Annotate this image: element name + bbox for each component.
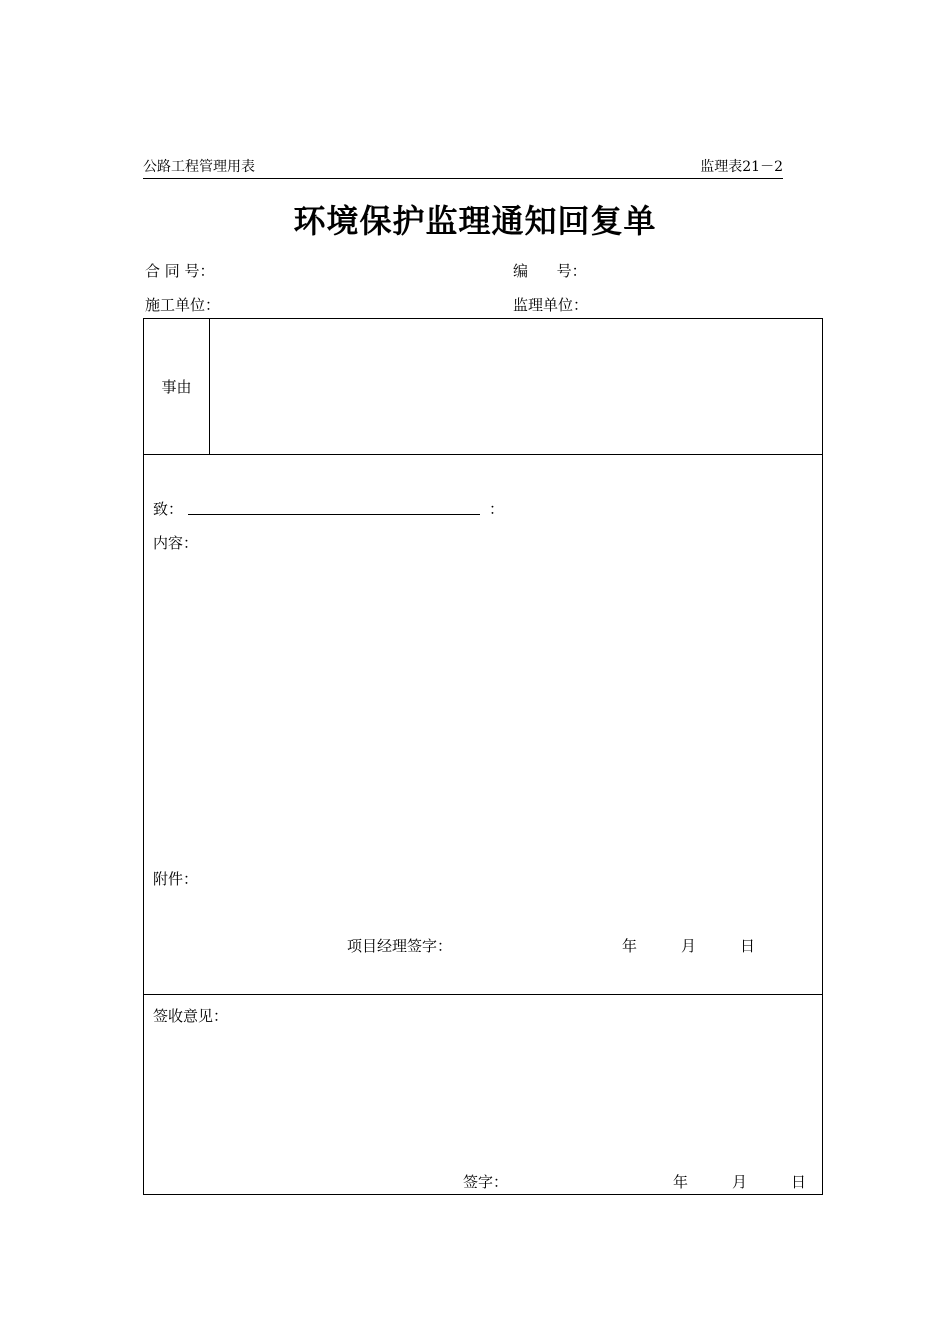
pm-month-label: 月	[681, 937, 697, 955]
pm-sign-label: 项目经理签字：	[347, 937, 453, 955]
page-title: 环境保护监理通知回复单	[293, 202, 657, 240]
form-category: 公路工程管理用表	[143, 159, 255, 175]
content-label: 内容：	[153, 534, 199, 552]
form-table	[143, 318, 823, 1195]
pm-year-label: 年	[622, 937, 638, 955]
form-header	[143, 158, 783, 179]
receipt-year-label: 年	[673, 1173, 689, 1191]
supervisor-label: 监理单位：	[513, 296, 589, 314]
serial-no-label: 编 号：	[513, 262, 587, 280]
receipt-section	[144, 995, 822, 1195]
to-suffix: ：	[489, 500, 505, 518]
receipt-opinion-label: 签收意见：	[153, 1007, 229, 1025]
to-label: 致：	[153, 500, 184, 518]
receipt-sign-label: 签字：	[463, 1173, 509, 1191]
contractor-label: 施工单位：	[145, 296, 221, 314]
attachment-label: 附件：	[153, 870, 199, 888]
contract-no-label: 合 同 号：	[145, 262, 215, 280]
form-number: 监理表21－2	[700, 159, 783, 175]
notice-section	[144, 455, 822, 995]
reason-label: 事由	[144, 319, 210, 454]
pm-day-label: 日	[740, 937, 756, 955]
to-recipient-line[interactable]	[188, 514, 480, 515]
receipt-month-label: 月	[732, 1173, 748, 1191]
receipt-day-label: 日	[791, 1173, 807, 1191]
reason-row	[144, 319, 822, 455]
